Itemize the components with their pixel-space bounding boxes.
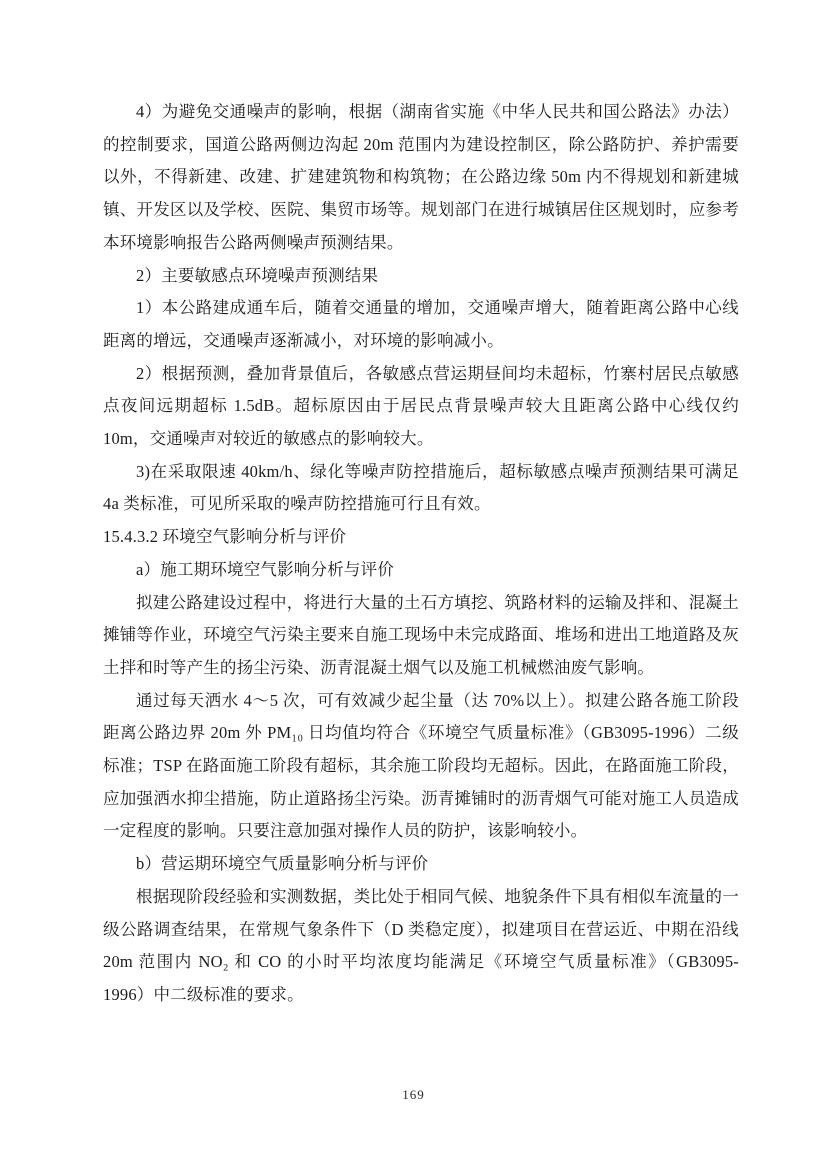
- paragraph-sensitive-point-heading: 2）主要敏感点环境噪声预测结果: [136, 265, 379, 285]
- paragraph-noise-control-requirements: 4）为避免交通噪声的影响，根据（湖南省实施《中华人民共和国公路法》办法）的控制要求，国道公路两侧边沟起 20m 范围内为建设控制区，除公路防护、养护需要以外，不得新建、改建、扩建建筑物和构筑物；在公路边缘 50m 内不得规划和新建城镇、开发区以及学校、医院、集贸市场等。规划部门在进行城镇居住区规划时，应参考本环境影响报告公路两侧噪声预测结果。: [103, 102, 739, 252]
- paragraph-prediction-exceedance: 2）根据预测，叠加背景值后，各敏感点营运期昼间均未超标，竹寨村居民点敏感点夜间远期超标 1.5dB。超标原因由于居民点背景噪声较大且距离公路中心线仅约 10m，交通噪声对较近的敏感点的影响较大。: [103, 363, 739, 449]
- page-footer: [0, 1086, 827, 1104]
- paragraph-operation-air-quality: 根据现阶段经验和实测数据，类比处于相同气候、地貌条件下具有相似车流量的一级公路调查结果，在常规气象条件下（D 类稳定度），拟建项目在营运近、中期在沿线 20m 范围内 NO₂ 和 CO 的小时平均浓度均能满足《环境空气质量标准》（GB3095-1996）中二级标准的要求。: [103, 886, 739, 1004]
- paragraph-noise-mitigation-result: 3)在采取限速 40km/h、绿化等噪声防控措施后，超标敏感点噪声预测结果可满足 4a 类标准，可见所采取的噪声防控措施可行且有效。: [103, 461, 739, 514]
- page-number: 169: [402, 1087, 425, 1102]
- section-heading-air-quality: 15.4.3.2 环境空气影响分析与评价: [103, 527, 347, 547]
- paragraph-dust-suppression: 通过每天洒水 4～5 次，可有效减少起尘量（达 70%以上）。拟建公路各施工阶段距离公路边界 20m 外 PM₁₀ 日均值均符合《环境空气质量标准》（GB3095-1996）二级标准；TSP 在路面施工阶段有超标，其余施工阶段均无超标。因此，在路面施工阶段，应加强洒水抑尘措施，防止道路扬尘污染。沥青摊铺时的沥青烟气可能对施工人员造成一定程度的影响。只要注意加强对操作人员的防护，该影响较小。: [103, 690, 739, 841]
- paragraph-construction-period-heading: a）施工期环境空气影响分析与评价: [136, 559, 395, 579]
- paragraph-operation-period-heading: b）营运期环境空气质量影响分析与评价: [136, 854, 429, 874]
- paragraph-construction-pollution-sources: 拟建公路建设过程中，将进行大量的土石方填挖、筑路材料的运输及拌和、混凝土摊铺等作业，环境空气污染主要来自施工现场中未完成路面、堆场和进出工地道路及灰土拌和时等产生的扬尘污染、沥青混凝土烟气以及施工机械燃油废气影响。: [103, 592, 739, 677]
- paragraph-traffic-noise-trend: 1）本公路建成通车后，随着交通量的增加，交通噪声增大，随着距离公路中心线距离的增远，交通噪声逐渐减小，对环境的影响减小。: [103, 298, 739, 350]
- document-content: [103, 96, 739, 1012]
